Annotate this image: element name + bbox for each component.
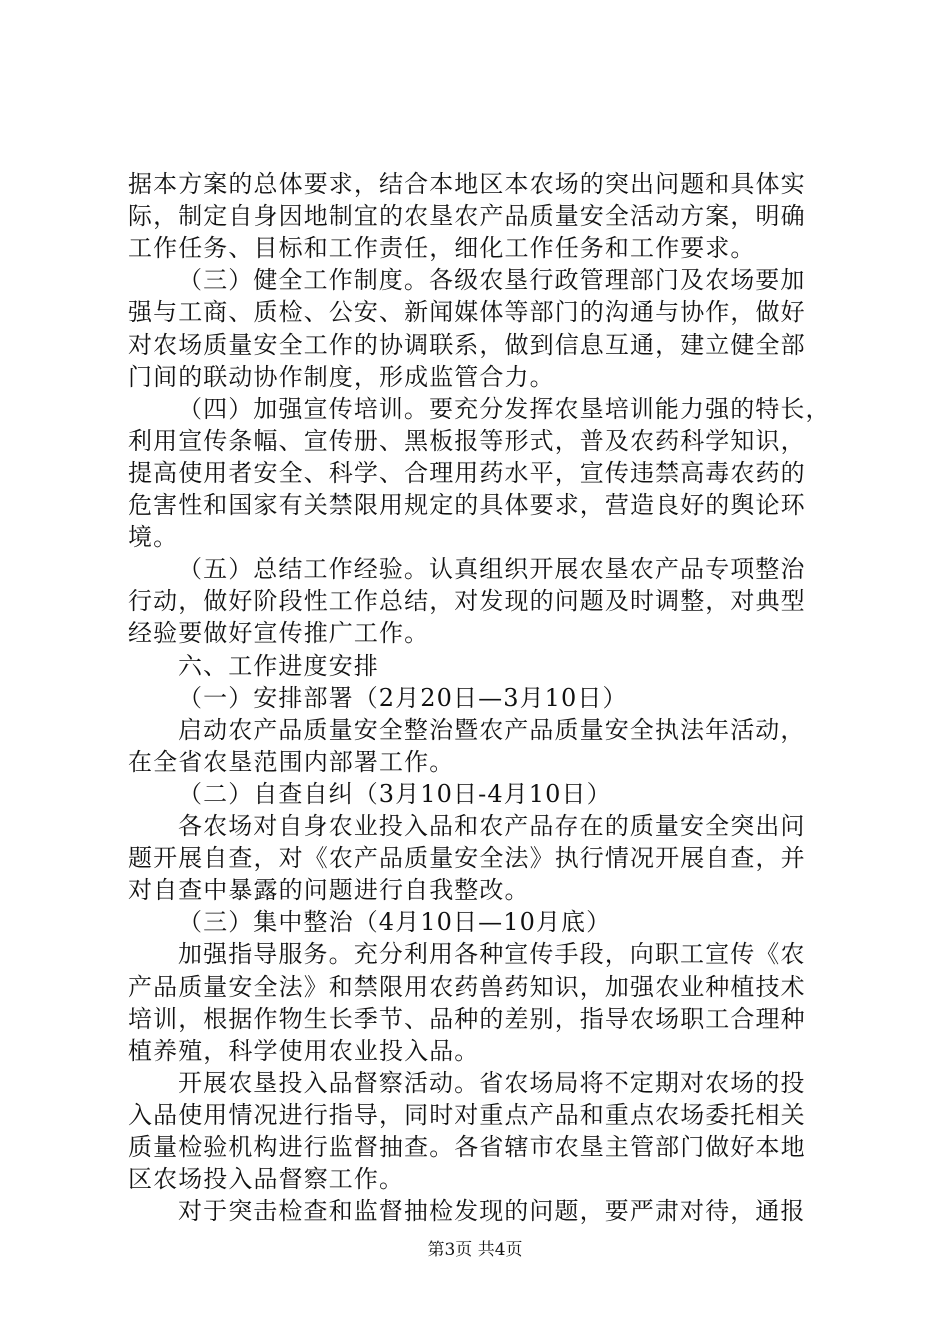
body-text-line: 据本方案的总体要求，结合本地区本农场的突出问题和具体实 bbox=[128, 170, 806, 198]
body-text-line: 际，制定自身因地制宜的农垦农产品质量安全活动方案，明确 bbox=[128, 202, 806, 231]
body-text-line: （四）加强宣传培训。要充分发挥农垦培训能力强的特长， bbox=[178, 394, 831, 423]
body-text-line: 工作任务、目标和工作责任，细化工作任务和工作要求。 bbox=[128, 234, 756, 263]
body-text-line: 质量检验机构进行监督抽查。各省辖市农垦主管部门做好本地 bbox=[128, 1133, 806, 1161]
body-text-line: 行动，做好阶段性工作总结，对发现的问题及时调整，对典型 bbox=[128, 587, 806, 616]
body-text-line: 启动农产品质量安全整治暨农产品质量安全执法年活动， bbox=[178, 715, 806, 744]
body-text-line: 提高使用者安全、科学、合理用药水平，宣传违禁高毒农药的 bbox=[128, 458, 806, 487]
body-text-line: 产品质量安全法》和禁限用农药兽药知识，加强农业种植技术 bbox=[128, 972, 806, 1001]
body-text-line: 开展农垦投入品督察活动。省农场局将不定期对农场的投 bbox=[178, 1068, 806, 1097]
body-text-line: 对于突击检查和监督抽检发现的问题，要严肃对待，通报 bbox=[178, 1197, 806, 1226]
body-text-line: 对农场质量安全工作的协调联系，做到信息互通，建立健全部 bbox=[128, 330, 806, 359]
body-text-line: 题开展自查，对《农产品质量安全法》执行情况开展自查，并 bbox=[128, 844, 806, 873]
body-text-line: 各农场对自身农业投入品和农产品存在的质量安全突出问 bbox=[178, 812, 806, 840]
body-text-line: 危害性和国家有关禁限用规定的具体要求，营造良好的舆论环 bbox=[128, 491, 806, 519]
body-text-line: （三）集中整治（4月10日—10月底） bbox=[178, 908, 612, 937]
page-footer: 第3页 共4页 bbox=[427, 1240, 523, 1260]
body-text-line: （三）健全工作制度。各级农垦行政管理部门及农场要加 bbox=[178, 266, 806, 295]
body-text-line: 入品使用情况进行指导，同时对重点产品和重点农场委托相关 bbox=[128, 1100, 806, 1129]
body-text-line: 境。 bbox=[128, 523, 179, 552]
body-text-line: 强与工商、质检、公安、新闻媒体等部门的沟通与协作，做好 bbox=[128, 298, 806, 327]
body-text-line: 六、工作进度安排 bbox=[178, 651, 379, 680]
body-text-line: 加强指导服务。充分利用各种宣传手段，向职工宣传《农 bbox=[178, 940, 806, 969]
body-text-line: 植养殖，科学使用农业投入品。 bbox=[128, 1036, 480, 1065]
body-text-line: 培训，根据作物生长季节、品种的差别，指导农场职工合理种 bbox=[128, 1004, 806, 1033]
body-text-line: 在全省农垦范围内部署工作。 bbox=[128, 747, 455, 776]
body-text-line: 利用宣传条幅、宣传册、黑板报等形式，普及农药科学知识， bbox=[128, 426, 806, 455]
body-text-line: （二）自查自纠（3月10日-4月10日） bbox=[178, 779, 612, 808]
body-text-line: 对自查中暴露的问题进行自我整改。 bbox=[128, 876, 530, 905]
body-text-line: 门间的联动协作制度，形成监管合力。 bbox=[128, 362, 555, 391]
body-text-line: （一）安排部署（2月20日—3月10日） bbox=[178, 683, 628, 712]
body-text-line: （五）总结工作经验。认真组织开展农垦农产品专项整治 bbox=[178, 555, 806, 584]
body-text-line: 经验要做好宣传推广工作。 bbox=[128, 619, 430, 648]
body-text-line: 区农场投入品督察工作。 bbox=[128, 1165, 405, 1194]
